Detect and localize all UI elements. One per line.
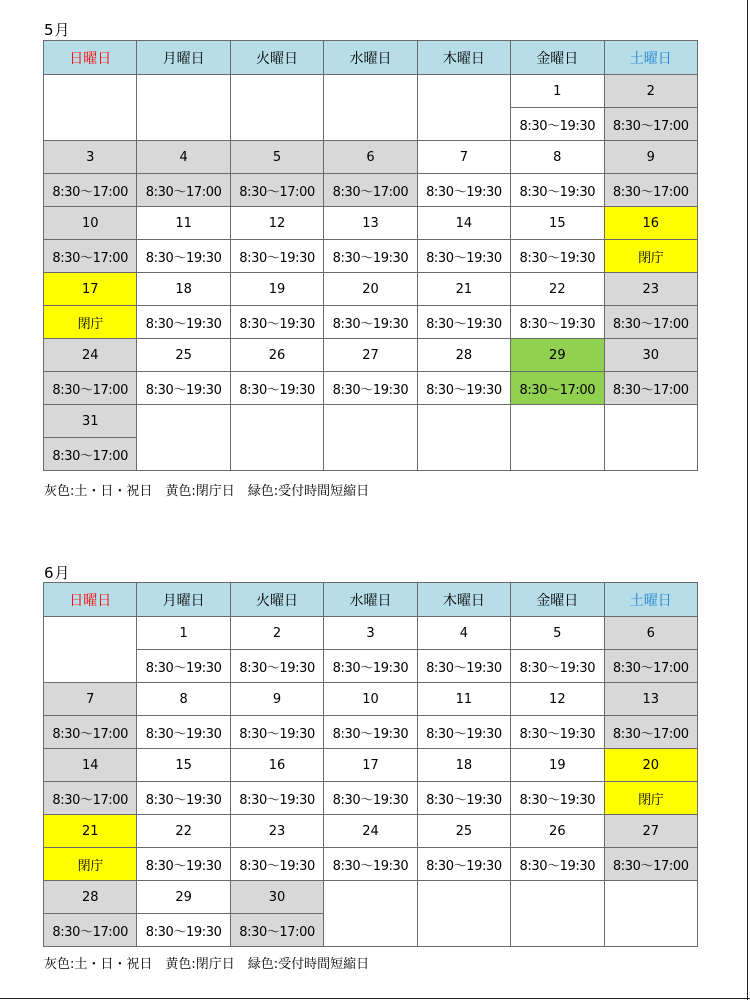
business-hours: 8:30〜19:30 xyxy=(137,716,230,749)
day-number: 6 xyxy=(324,141,417,174)
day-number: 23 xyxy=(604,273,697,306)
business-hours: 8:30〜19:30 xyxy=(417,240,510,273)
empty-day-cell xyxy=(137,405,230,471)
business-hours: 8:30〜17:00 xyxy=(44,372,137,405)
business-hours: 8:30〜19:30 xyxy=(324,372,417,405)
day-number: 1 xyxy=(137,617,230,650)
week-row-day-numbers xyxy=(44,617,698,650)
week-row-day-numbers xyxy=(44,273,698,306)
business-hours: 8:30〜17:00 xyxy=(230,174,323,207)
weekday-monday: 月曜日 xyxy=(137,583,230,617)
day-number: 1 xyxy=(511,75,604,108)
weekday-saturday: 土曜日 xyxy=(604,41,697,75)
day-number: 19 xyxy=(230,273,323,306)
business-hours: 8:30〜19:30 xyxy=(324,716,417,749)
business-hours: 8:30〜17:00 xyxy=(324,174,417,207)
month-title: 6月 xyxy=(44,564,71,582)
week-row-hours xyxy=(44,174,698,207)
business-hours: 8:30〜19:30 xyxy=(230,782,323,815)
day-number: 18 xyxy=(137,273,230,306)
day-number: 10 xyxy=(324,683,417,716)
business-hours: 8:30〜17:00 xyxy=(604,372,697,405)
week-row-hours xyxy=(44,848,698,881)
business-hours: 8:30〜19:30 xyxy=(137,650,230,683)
business-hours: 8:30〜19:30 xyxy=(230,306,323,339)
week-row-day-numbers xyxy=(44,75,698,108)
business-hours: 8:30〜17:00 xyxy=(604,174,697,207)
weekday-tuesday: 火曜日 xyxy=(230,583,323,617)
empty-day-cell xyxy=(324,881,417,947)
day-number: 27 xyxy=(604,815,697,848)
business-hours: 8:30〜19:30 xyxy=(511,108,604,141)
week-row-day-numbers xyxy=(44,683,698,716)
day-number: 7 xyxy=(417,141,510,174)
empty-day-cell xyxy=(511,405,604,471)
weekday-sunday: 日曜日 xyxy=(44,583,137,617)
day-number: 26 xyxy=(511,815,604,848)
business-hours: 8:30〜17:00 xyxy=(230,914,323,947)
weekday-header-row xyxy=(44,583,698,617)
business-hours: 8:30〜17:00 xyxy=(604,650,697,683)
business-hours: 8:30〜17:00 xyxy=(44,438,137,471)
closed-day-label: 閉庁 xyxy=(44,848,137,881)
empty-day-cell xyxy=(230,75,323,141)
day-number: 25 xyxy=(417,815,510,848)
day-number: 2 xyxy=(604,75,697,108)
business-hours: 8:30〜17:00 xyxy=(511,372,604,405)
empty-day-cell xyxy=(137,75,230,141)
empty-day-cell xyxy=(604,881,697,947)
business-hours: 8:30〜19:30 xyxy=(230,716,323,749)
day-number: 18 xyxy=(417,749,510,782)
day-number: 5 xyxy=(230,141,323,174)
day-number: 8 xyxy=(137,683,230,716)
day-number: 9 xyxy=(604,141,697,174)
week-row-hours xyxy=(44,372,698,405)
week-row-hours xyxy=(44,782,698,815)
week-row-day-numbers xyxy=(44,141,698,174)
day-number: 9 xyxy=(230,683,323,716)
empty-day-cell xyxy=(417,405,510,471)
closed-day-label: 閉庁 xyxy=(604,240,697,273)
day-number: 5 xyxy=(511,617,604,650)
day-number: 21 xyxy=(44,815,137,848)
day-number: 4 xyxy=(417,617,510,650)
empty-day-cell xyxy=(324,405,417,471)
day-number: 31 xyxy=(44,405,137,438)
closed-day-label: 閉庁 xyxy=(44,306,137,339)
weekday-header-row xyxy=(44,41,698,75)
empty-day-cell xyxy=(44,617,137,683)
business-hours: 8:30〜19:30 xyxy=(324,650,417,683)
day-number: 29 xyxy=(137,881,230,914)
day-number: 12 xyxy=(511,683,604,716)
weekday-saturday: 土曜日 xyxy=(604,583,697,617)
page-border-bottom xyxy=(0,998,750,999)
day-number: 24 xyxy=(324,815,417,848)
business-hours: 8:30〜19:30 xyxy=(417,716,510,749)
business-hours: 8:30〜17:00 xyxy=(604,108,697,141)
day-number: 25 xyxy=(137,339,230,372)
business-hours: 8:30〜19:30 xyxy=(137,306,230,339)
day-number: 14 xyxy=(417,207,510,240)
closed-day-label: 閉庁 xyxy=(604,782,697,815)
day-number: 8 xyxy=(511,141,604,174)
weekday-wednesday: 水曜日 xyxy=(324,583,417,617)
day-number: 30 xyxy=(230,881,323,914)
week-row-hours xyxy=(44,306,698,339)
business-hours: 8:30〜19:30 xyxy=(417,306,510,339)
business-hours: 8:30〜17:00 xyxy=(44,914,137,947)
weekday-friday: 金曜日 xyxy=(511,41,604,75)
day-number: 28 xyxy=(417,339,510,372)
business-hours: 8:30〜19:30 xyxy=(511,782,604,815)
business-hours: 8:30〜19:30 xyxy=(230,650,323,683)
day-number: 15 xyxy=(137,749,230,782)
business-hours: 8:30〜19:30 xyxy=(511,716,604,749)
week-row-hours xyxy=(44,716,698,749)
business-hours: 8:30〜19:30 xyxy=(137,914,230,947)
color-legend: 灰色:土・日・祝日 黄色:閉庁日 緑色:受付時間短縮日 xyxy=(44,957,370,972)
business-hours: 8:30〜19:30 xyxy=(511,174,604,207)
color-legend: 灰色:土・日・祝日 黄色:閉庁日 緑色:受付時間短縮日 xyxy=(44,484,370,499)
empty-day-cell xyxy=(417,75,510,141)
business-hours: 8:30〜19:30 xyxy=(230,848,323,881)
empty-day-cell xyxy=(44,75,137,141)
empty-day-cell xyxy=(604,405,697,471)
day-number: 12 xyxy=(230,207,323,240)
empty-day-cell xyxy=(511,881,604,947)
day-number: 4 xyxy=(137,141,230,174)
business-hours: 8:30〜19:30 xyxy=(511,650,604,683)
weekday-monday: 月曜日 xyxy=(137,41,230,75)
day-number: 10 xyxy=(44,207,137,240)
business-hours: 8:30〜19:30 xyxy=(137,782,230,815)
weekday-thursday: 木曜日 xyxy=(417,41,510,75)
day-number: 28 xyxy=(44,881,137,914)
business-hours: 8:30〜17:00 xyxy=(44,174,137,207)
business-hours: 8:30〜17:00 xyxy=(44,716,137,749)
day-number: 19 xyxy=(511,749,604,782)
day-number: 29 xyxy=(511,339,604,372)
weekday-tuesday: 火曜日 xyxy=(230,41,323,75)
day-number: 14 xyxy=(44,749,137,782)
business-hours: 8:30〜17:00 xyxy=(604,716,697,749)
week-row-day-numbers xyxy=(44,207,698,240)
empty-day-cell xyxy=(230,405,323,471)
calendar-body xyxy=(44,617,698,947)
day-number: 3 xyxy=(44,141,137,174)
day-number: 13 xyxy=(324,207,417,240)
day-number: 22 xyxy=(511,273,604,306)
day-number: 20 xyxy=(604,749,697,782)
business-hours: 8:30〜19:30 xyxy=(324,306,417,339)
day-number: 23 xyxy=(230,815,323,848)
business-hours: 8:30〜19:30 xyxy=(137,372,230,405)
day-number: 2 xyxy=(230,617,323,650)
calendar-table xyxy=(43,582,698,947)
business-hours: 8:30〜17:00 xyxy=(604,306,697,339)
day-number: 11 xyxy=(137,207,230,240)
day-number: 20 xyxy=(324,273,417,306)
week-row-day-numbers xyxy=(44,339,698,372)
day-number: 13 xyxy=(604,683,697,716)
business-hours: 8:30〜19:30 xyxy=(137,848,230,881)
page-border-right xyxy=(747,0,748,1000)
business-hours: 8:30〜19:30 xyxy=(230,240,323,273)
day-number: 26 xyxy=(230,339,323,372)
day-number: 17 xyxy=(324,749,417,782)
day-number: 21 xyxy=(417,273,510,306)
business-hours: 8:30〜19:30 xyxy=(417,174,510,207)
weekday-sunday: 日曜日 xyxy=(44,41,137,75)
business-hours: 8:30〜19:30 xyxy=(324,848,417,881)
day-number: 11 xyxy=(417,683,510,716)
business-hours: 8:30〜19:30 xyxy=(324,240,417,273)
calendar-body xyxy=(44,75,698,471)
business-hours: 8:30〜19:30 xyxy=(417,848,510,881)
business-hours: 8:30〜19:30 xyxy=(137,240,230,273)
empty-day-cell xyxy=(324,75,417,141)
business-hours: 8:30〜19:30 xyxy=(511,306,604,339)
day-number: 16 xyxy=(604,207,697,240)
business-hours: 8:30〜17:00 xyxy=(604,848,697,881)
business-hours: 8:30〜17:00 xyxy=(137,174,230,207)
week-row-day-numbers xyxy=(44,405,698,438)
day-number: 15 xyxy=(511,207,604,240)
month-title: 5月 xyxy=(44,21,71,39)
business-hours: 8:30〜19:30 xyxy=(511,848,604,881)
day-number: 27 xyxy=(324,339,417,372)
day-number: 22 xyxy=(137,815,230,848)
day-number: 3 xyxy=(324,617,417,650)
business-hours: 8:30〜17:00 xyxy=(44,240,137,273)
week-row-hours xyxy=(44,240,698,273)
week-row-day-numbers xyxy=(44,815,698,848)
weekday-thursday: 木曜日 xyxy=(417,583,510,617)
weekday-wednesday: 水曜日 xyxy=(324,41,417,75)
day-number: 30 xyxy=(604,339,697,372)
day-number: 6 xyxy=(604,617,697,650)
day-number: 16 xyxy=(230,749,323,782)
business-hours: 8:30〜19:30 xyxy=(324,782,417,815)
business-hours: 8:30〜19:30 xyxy=(417,372,510,405)
business-hours: 8:30〜17:00 xyxy=(44,782,137,815)
business-hours: 8:30〜19:30 xyxy=(230,372,323,405)
business-hours: 8:30〜19:30 xyxy=(511,240,604,273)
day-number: 17 xyxy=(44,273,137,306)
week-row-day-numbers xyxy=(44,749,698,782)
business-hours: 8:30〜19:30 xyxy=(417,782,510,815)
day-number: 24 xyxy=(44,339,137,372)
business-hours: 8:30〜19:30 xyxy=(417,650,510,683)
empty-day-cell xyxy=(417,881,510,947)
week-row-day-numbers xyxy=(44,881,698,914)
day-number: 7 xyxy=(44,683,137,716)
week-row-hours xyxy=(44,650,698,683)
weekday-friday: 金曜日 xyxy=(511,583,604,617)
calendar-table xyxy=(43,40,698,471)
